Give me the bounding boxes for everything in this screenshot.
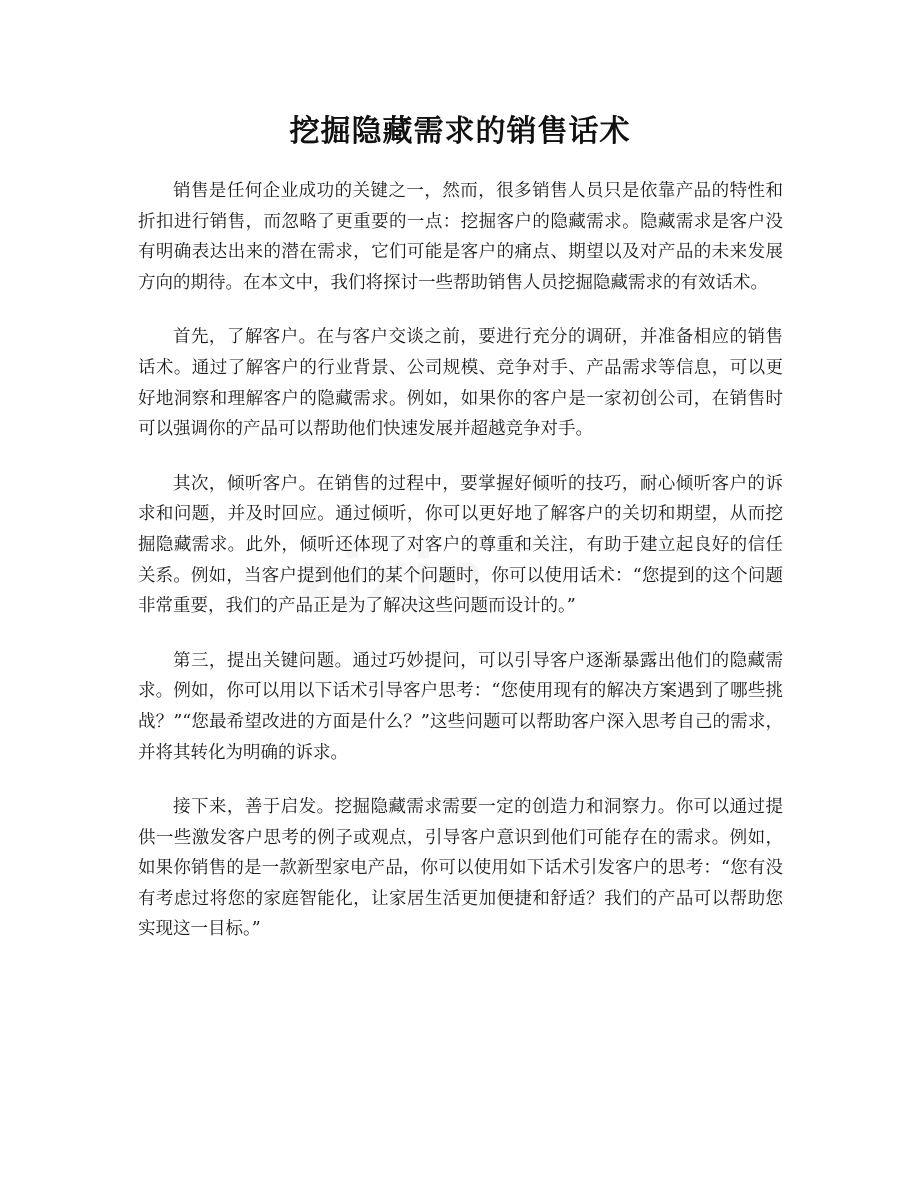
- document-title: 挖掘隐藏需求的销售话术: [289, 114, 631, 149]
- paragraph-5: 接下来，善于启发。挖掘隐藏需求需要一定的创造力和洞察力。你可以通过提供一些激发客户思考的例子或观点，引导客户意识到他们可能存在的需求。例如，如果你销售的是一款新型家电产品，你可以使用如下话术引发客户的思考：“您有没有考虑过将您的家庭智能化，让家居生活更加便捷和舒适？我们的产品可以帮助您实现这一目标。”: [138, 797, 783, 940]
- paragraph-2: 首先，了解客户。在与客户交谈之前，要进行充分的调研，并准备相应的销售话术。通过了解客户的行业背景、公司规模、竞争对手、产品需求等信息，可以更好地洞察和理解客户的隐藏需求。例如，如果你的客户是一家初创公司，在销售时可以强调你的产品可以帮助他们快速发展并超越竞争对手。: [138, 327, 783, 440]
- paragraph-4: 第三，提出关键问题。通过巧妙提问，可以引导客户逐渐暴露出他们的隐藏需求。例如，你可以用以下话术引导客户思考：“您使用现有的解决方案遇到了哪些挑战？”“您最希望改进的方面是什么？”这些问题可以帮助客户深入思考自己的需求，并将其转化为明确的诉求。: [138, 650, 783, 763]
- document-body: [138, 176, 783, 969]
- paragraph-1: 销售是任何企业成功的关键之一，然而，很多销售人员只是依靠产品的特性和折扣进行销售，而忽略了更重要的一点：挖掘客户的隐藏需求。隐藏需求是客户没有明确表达出来的潜在需求，它们可能是客户的痛点、期望以及对产品的未来发展方向的期待。在本文中，我们将探讨一些帮助销售人员挖掘隐藏需求的有效话术。: [138, 181, 783, 293]
- paragraph-3: 其次，倾听客户。在销售的过程中，要掌握好倾听的技巧，耐心倾听客户的诉求和问题，并及时回应。通过倾听，你可以更好地了解客户的关切和期望，从而挖掘隐藏需求。此外，倾听还体现了对客户的尊重和关注，有助于建立起良好的信任关系。例如，当客户提到他们的某个问题时，你可以使用话术：“您提到的这个问题非常重要，我们的产品正是为了解决这些问题而设计的。”: [138, 473, 783, 617]
